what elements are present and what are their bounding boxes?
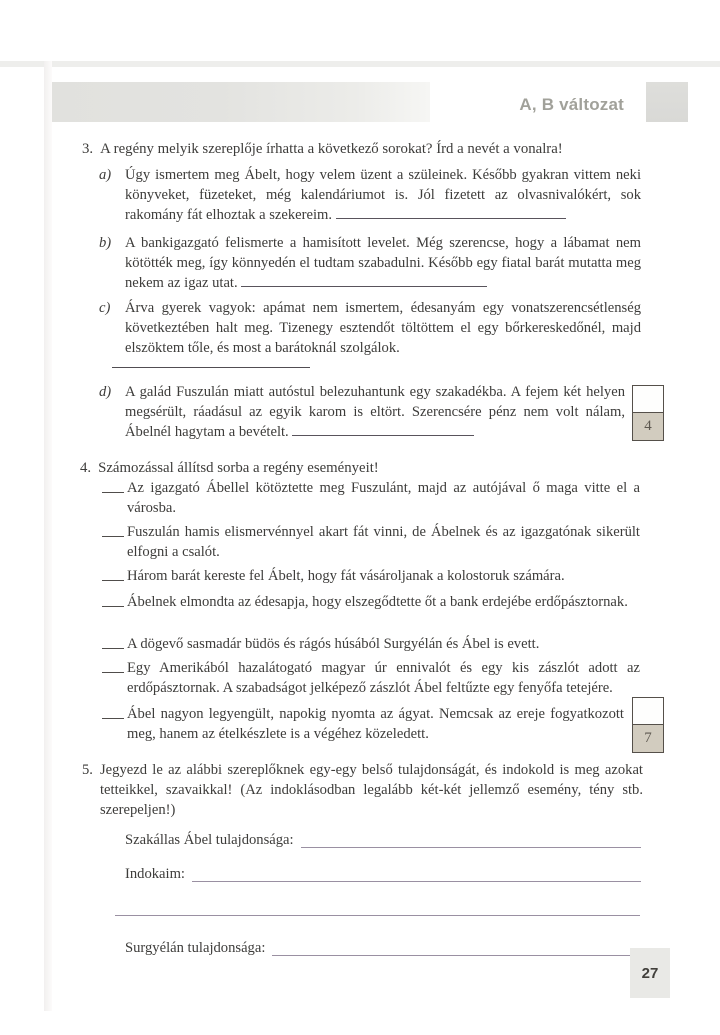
task-d-text: A galád Fuszulán miatt autóstul belezuhantunk egy szakadékba. A fejem két helyen megsérült, ráadásul az egyik karom is eltört. Szerencsére pénz nem volt nálam, Ábelnél hagytam a bevételt. — [125, 384, 625, 440]
question-5-heading — [82, 760, 643, 820]
task-b-paragraph — [99, 233, 641, 293]
question-4-heading — [80, 458, 640, 478]
question-4-number: 4. — [80, 460, 92, 476]
event-item-6-text: Egy Amerikából hazalátogató magyar úr ennivalót és egy kis zászlót adott az erdőpásztornak. A szabadságot jelképező zászlót Ábel feltűzte egy fenyőfa tetejére. — [127, 660, 640, 696]
event-item-7-text: Ábel nagyon legyengült, napokig nyomta az ágyat. Nemcsak az ereje fogyatkozott meg, hanem az ételkészlete is a végéhez közeledett. — [127, 706, 624, 742]
question-3-number: 3. — [82, 141, 94, 157]
event-item-1 — [127, 478, 640, 518]
question-5-title: Jegyezd le az alábbi szereplőknek egy-egy belső tulajdonságát, és indokold is meg azokat tetteikkel, szavaikkal! (Az indoklásodban legalább két-két jellemző esemény, tény stb. szerepeljen!) — [100, 762, 643, 818]
field-reasons — [125, 864, 641, 884]
field-abel-trait-label: Szakállas Ábel tulajdonsága: — [125, 832, 294, 848]
scan-page-top-edge — [0, 61, 720, 67]
field-surgyelan-trait-label: Surgyélán tulajdonsága: — [125, 940, 266, 956]
task-c-marker: c) — [99, 300, 111, 316]
numbering-blank-1 — [102, 492, 124, 493]
task-b-answer-line — [241, 273, 487, 287]
score-box-q4-empty-cell — [633, 698, 663, 725]
numbering-blank-5 — [102, 648, 124, 649]
numbering-blank-7 — [102, 718, 124, 719]
score-box-q3-max-points: 4 — [633, 413, 663, 440]
task-a-answer-line — [336, 205, 566, 219]
numbering-blank-4 — [102, 606, 124, 607]
event-item-6 — [127, 658, 640, 698]
score-box-q3 — [632, 385, 664, 441]
numbering-blank-3 — [102, 580, 124, 581]
page-number-box — [630, 948, 670, 998]
scan-page-left-edge — [44, 61, 52, 1011]
field-abel-trait — [125, 830, 641, 850]
task-d-marker: d) — [99, 384, 112, 400]
event-item-2-text: Fuszulán hamis elismervénnyel akart fát vinni, de Ábelnek és az igazgatónak sikerült elfogni a csalót. — [127, 524, 640, 560]
question-4-title: Számozással állítsd sorba a regény eseményeit! — [98, 460, 379, 476]
task-a-text: Úgy ismertem meg Ábelt, hogy velem üzent a szüleinek. Később gyakran vittem neki könyveket, füzeteket, még kalendáriumot is. Jól fizetett az olvasnivalókért, sok rakomány fát elhoztak a szekereim. — [125, 167, 641, 223]
page-number: 27 — [641, 964, 659, 982]
event-item-3 — [127, 566, 640, 586]
field-abel-trait-line — [301, 828, 641, 848]
event-item-5-text: A dögevő sasmadár büdös és rágós húsából Surgyélán és Ábel is evett. — [127, 636, 540, 652]
variant-label: A, B változat — [519, 95, 624, 114]
task-d-paragraph — [99, 382, 625, 442]
task-d-answer-line — [292, 422, 474, 436]
numbering-blank-2 — [102, 536, 124, 537]
task-b-marker: b) — [99, 235, 112, 251]
field-reasons-extra-line — [115, 915, 640, 916]
question-3-heading — [82, 139, 662, 159]
event-item-3-text: Három barát kereste fel Ábelt, hogy fát vásároljanak a kolostoruk számára. — [127, 568, 565, 584]
event-item-2 — [127, 522, 640, 562]
question-5-number: 5. — [82, 762, 93, 778]
task-a-paragraph — [99, 165, 641, 225]
field-reasons-label: Indokaim: — [125, 866, 185, 882]
score-box-q4-max-points: 7 — [633, 725, 663, 752]
field-surgyelan-trait — [125, 938, 641, 958]
score-box-q4 — [632, 697, 664, 753]
score-box-q3-empty-cell — [633, 386, 663, 413]
field-surgyelan-trait-line — [272, 936, 641, 956]
task-a-marker: a) — [99, 167, 112, 183]
numbering-blank-6 — [102, 672, 124, 673]
field-reasons-line — [192, 862, 641, 882]
header-gray-square — [646, 82, 688, 122]
event-item-7 — [127, 704, 624, 744]
task-b-text: A bankigazgató felismerte a hamisított levelet. Még szerencse, hogy a lábamat nem kötötték meg, így könnyedén el tudtam szabadulni. Később egy fiatal barát mutatta meg nekem az igaz utat. — [125, 235, 641, 291]
event-item-5 — [127, 634, 640, 654]
event-item-4-text: Ábelnek elmondta az édesapja, hogy elszegődtette őt a bank erdejébe erdőpásztornak. — [127, 594, 628, 610]
event-item-4 — [127, 592, 640, 612]
task-c-paragraph — [99, 298, 641, 358]
event-item-1-text: Az igazgató Ábellel kötöztette meg Fuszulánt, majd az autójával ő maga vitte el a városba. — [127, 480, 640, 516]
task-c-answer-line — [112, 367, 310, 368]
header-gray-band — [52, 82, 430, 122]
task-c-text: Árva gyerek vagyok: apámat nem ismertem, édesanyám egy vonatszerencsétlenség következtében halt meg. Tizenegy esztendőt töltöttem el egy bőrkereskedőnél, majd elszöktem tőle, és most a barátoknál szolgálok. — [125, 300, 641, 356]
question-3-title: A regény melyik szereplője írhatta a következő sorokat? Írd a nevét a vonalra! — [100, 141, 563, 157]
